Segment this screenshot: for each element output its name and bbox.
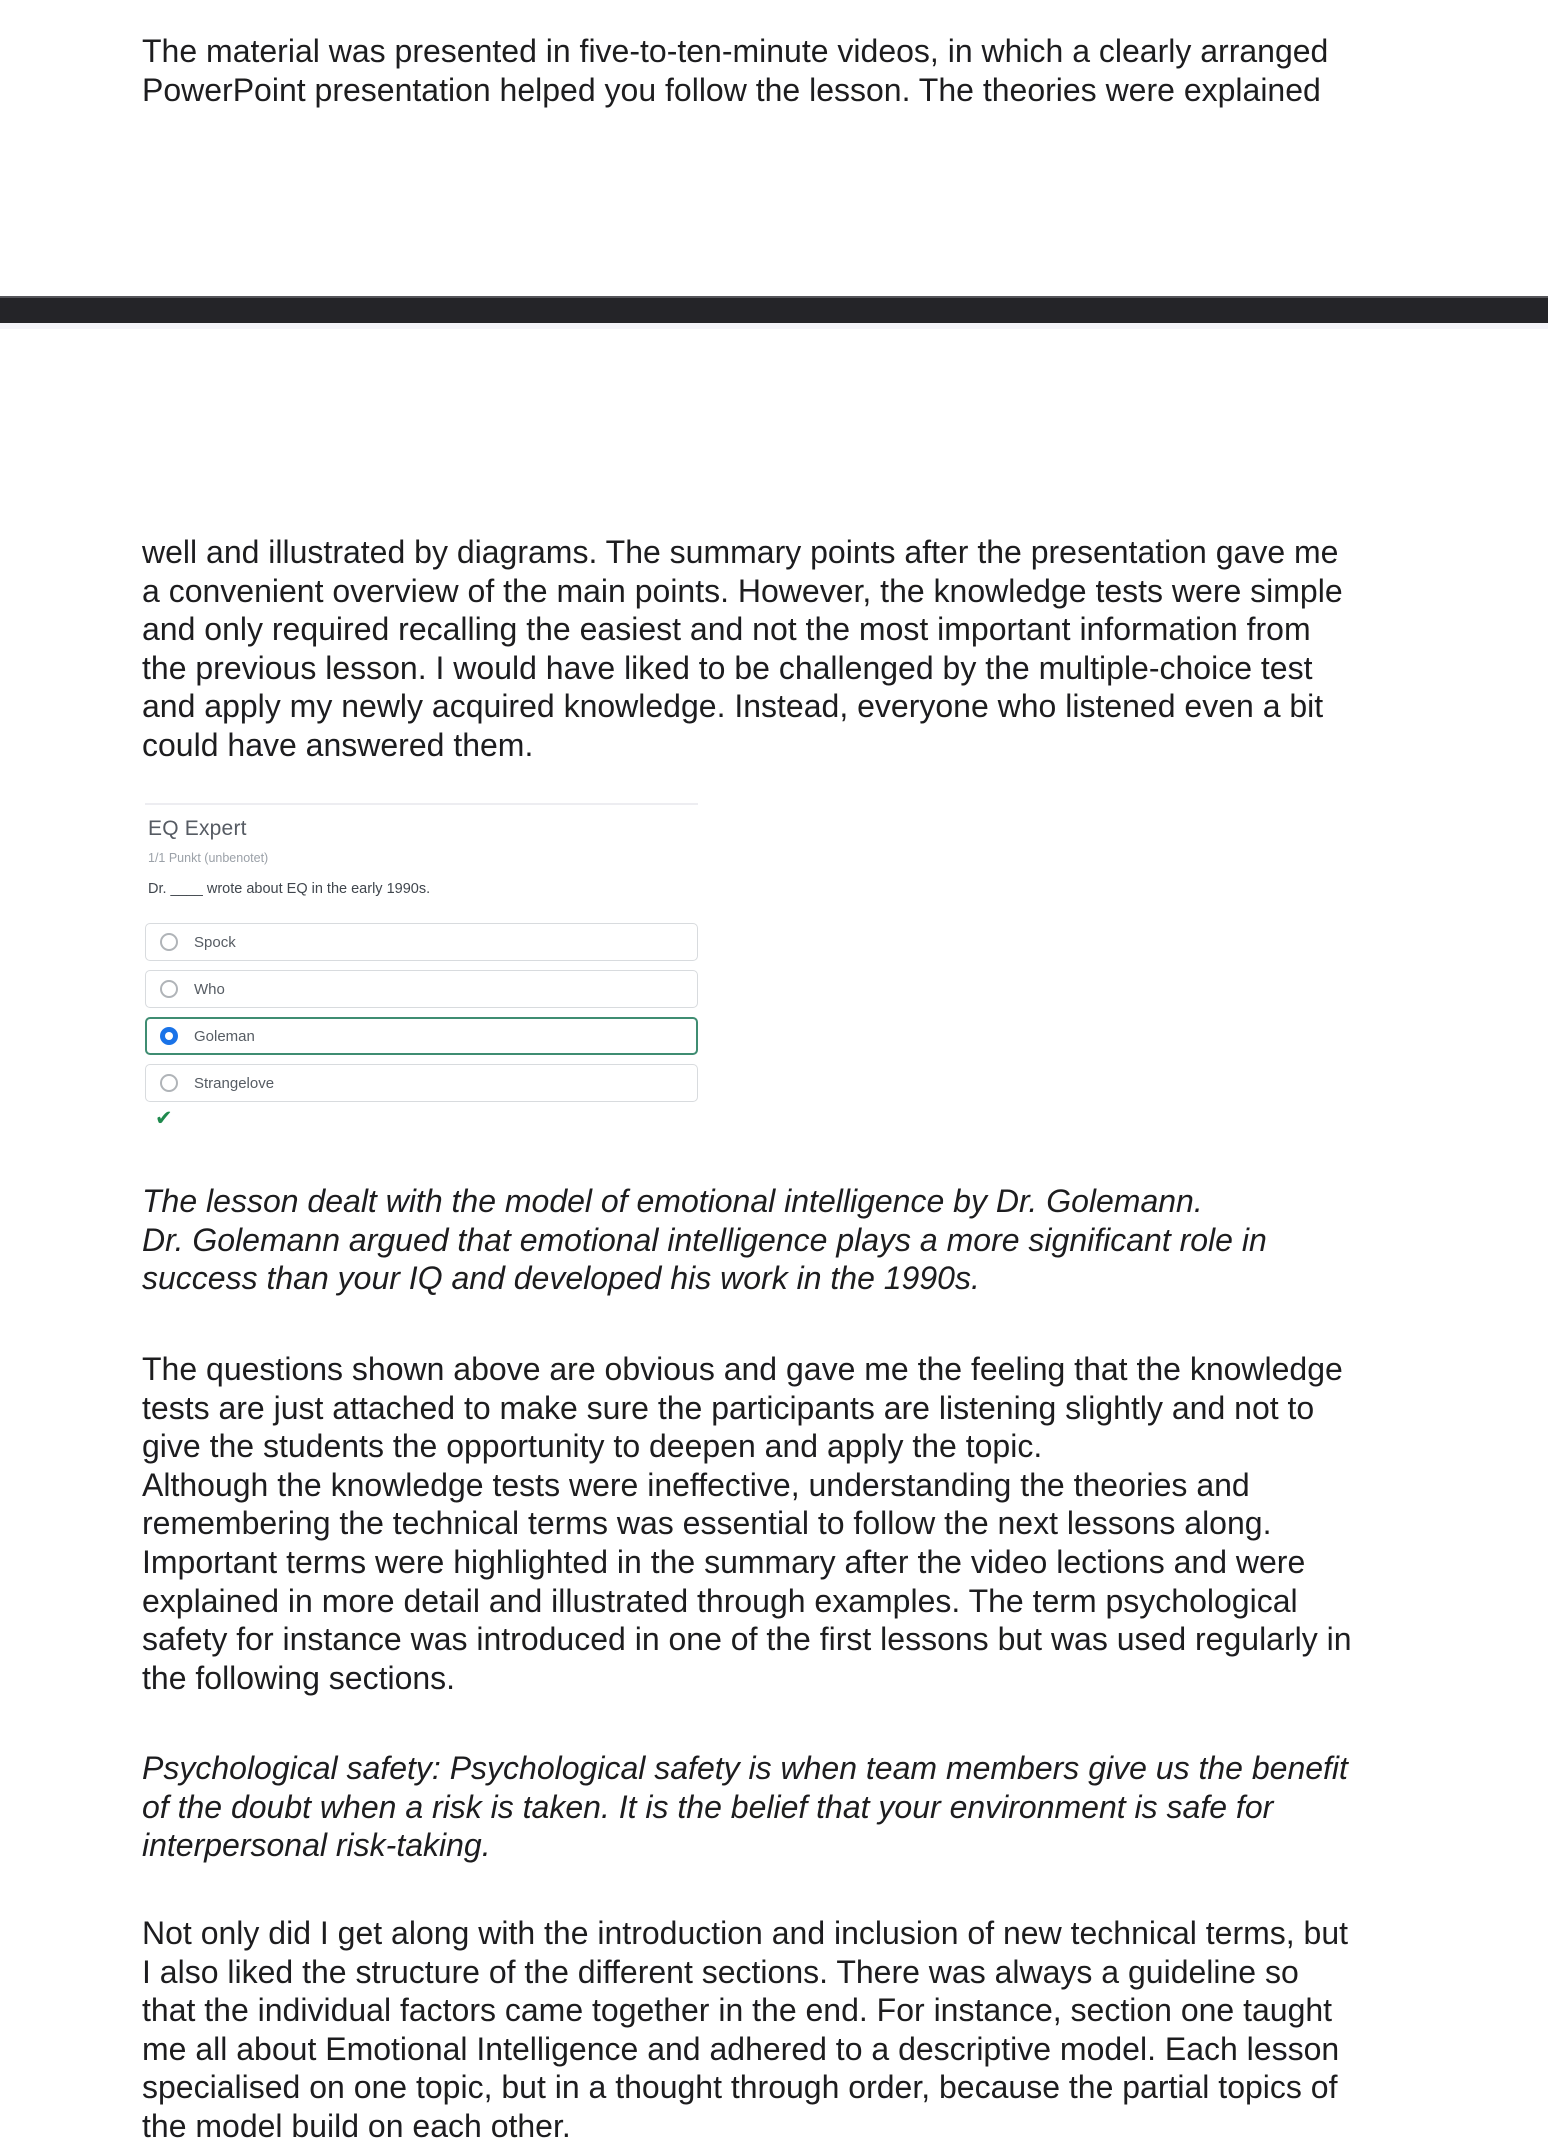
correct-check-icon: ✔: [155, 1106, 173, 1130]
quiz-option-label: Spock: [194, 933, 236, 951]
text-line: could have answered them.: [142, 726, 534, 763]
paragraph-3-italic: [142, 1182, 1267, 1298]
text-line: the following sections.: [142, 1659, 456, 1696]
quiz-question: Dr. ____ wrote about EQ in the early 1990s.: [148, 881, 431, 897]
text-line: PowerPoint presentation helped you follow the lesson. The theories were explained: [142, 71, 1321, 108]
paragraph-1: [142, 32, 1328, 109]
text-line: explained in more detail and illustrated through examples. The term psychological: [142, 1582, 1298, 1619]
text-line: me all about Emotional Intelligence and adhered to a descriptive model. Each lesson: [142, 2030, 1340, 2067]
text-line: tests are just attached to make sure the participants are listening slightly and not to: [142, 1389, 1315, 1426]
quiz-title: EQ Expert: [148, 817, 247, 840]
quiz-divider: [145, 803, 698, 805]
quiz-option-strangelove[interactable]: [145, 1064, 698, 1102]
quiz-option-spock[interactable]: [145, 923, 698, 961]
text-line: Not only did I get along with the introduction and inclusion of new technical terms, but: [142, 1915, 1349, 1951]
radio-icon[interactable]: [160, 1074, 178, 1092]
quiz-option-goleman[interactable]: [145, 1017, 698, 1055]
text-line: and apply my newly acquired knowledge. Instead, everyone who listened even a bit: [142, 688, 1324, 725]
paragraph-4: [142, 1350, 1352, 1697]
text-line: of the doubt when a risk is taken. It is the belief that your environment is safe for: [142, 1788, 1274, 1825]
text-line: safety for instance was introduced in one of the first lessons but was used regularly in: [142, 1621, 1352, 1658]
text-line: Important terms were highlighted in the summary after the video lections and were: [142, 1543, 1306, 1580]
text-line: The questions shown above are obvious and gave me the feeling that the knowledge: [142, 1351, 1343, 1387]
quiz-score-meta: 1/1 Punkt (unbenotet): [148, 851, 269, 865]
text-line: give the students the opportunity to deepen and apply the topic.: [142, 1428, 1043, 1465]
quiz-option-label: Goleman: [194, 1027, 255, 1045]
paragraph-2: [142, 533, 1343, 765]
text-line: the previous lesson. I would have liked to be challenged by the multiple-choice test: [142, 649, 1313, 686]
text-line: interpersonal risk-taking.: [142, 1827, 491, 1864]
text-line: Psychological safety: Psychological safety is when team members give us the benefit: [142, 1750, 1348, 1786]
text-line: The material was presented in five-to-ten-minute videos, in which a clearly arranged: [142, 33, 1329, 69]
text-line: Although the knowledge tests were ineffective, understanding the theories and: [142, 1466, 1250, 1503]
text-line: and only required recalling the easiest and not the most important information from: [142, 611, 1311, 648]
quiz-option-who[interactable]: [145, 970, 698, 1008]
paragraph-6: [142, 1914, 1348, 2146]
text-line: that the individual factors came together in the end. For instance, section one taught: [142, 1992, 1333, 2029]
radio-icon[interactable]: [160, 933, 178, 951]
text-line: a convenient overview of the main points. However, the knowledge tests were simple: [142, 572, 1343, 609]
text-line: Dr. Golemann argued that emotional intelligence plays a more significant role in: [142, 1221, 1267, 1258]
radio-icon[interactable]: [160, 980, 178, 998]
page-break-bar: [0, 296, 1548, 323]
text-line: I also liked the structure of the different sections. There was always a guideline so: [142, 1953, 1299, 1990]
text-line: well and illustrated by diagrams. The summary points after the presentation gave me: [142, 534, 1339, 570]
text-line: the model build on each other.: [142, 2107, 571, 2144]
quiz-option-label: Who: [194, 980, 225, 998]
text-line: success than your IQ and developed his work in the 1990s.: [142, 1260, 980, 1297]
text-line: The lesson dealt with the model of emotional intelligence by Dr. Golemann.: [142, 1183, 1203, 1219]
quiz-options: [145, 923, 698, 1111]
paragraph-5-italic: [142, 1749, 1348, 1865]
text-line: remembering the technical terms was essential to follow the next lessons along.: [142, 1505, 1272, 1542]
quiz-option-label: Strangelove: [194, 1074, 275, 1092]
text-line: specialised on one topic, but in a thought through order, because the partial topics of: [142, 2069, 1338, 2106]
radio-selected-icon[interactable]: [160, 1027, 178, 1045]
